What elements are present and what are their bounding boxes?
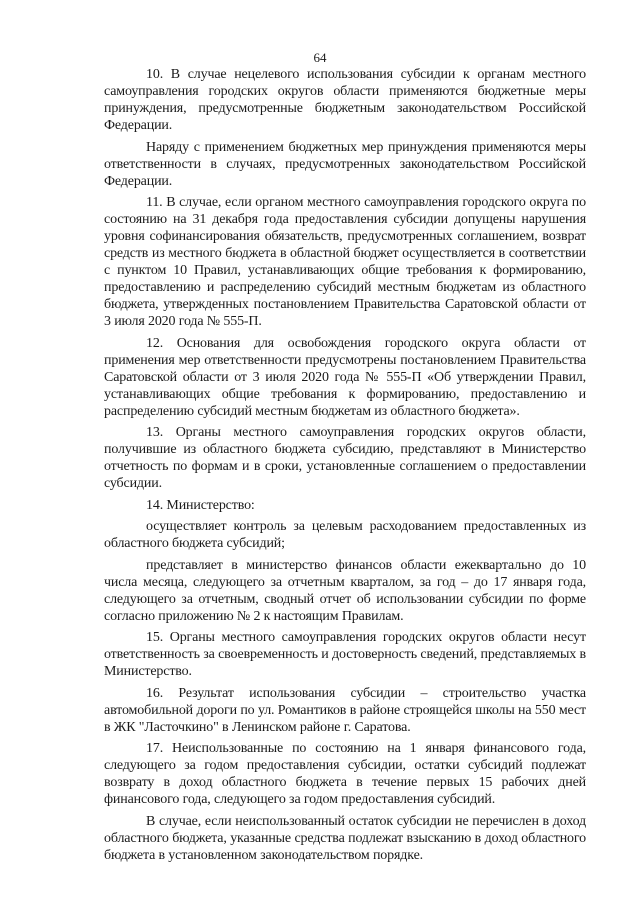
paragraph-10-continued: Наряду с применением бюджетных мер принуждения применяются меры ответственности в случаях, предусмотренных законодательством Российской Федерации. [104,139,586,189]
paragraph-16: 16. Результат использования субсидии – строительство участка автомобильной дороги по ул. Романтиков в районе строящейся школы на 550 мест в ЖК "Ласточкино" в Ленинском районе г. Саратова. [104,685,586,735]
paragraph-13: 13. Органы местного самоуправления городских округов области, получившие из областного бюджета субсидию, представляют в Министерство отчетность по формам и в сроки, установленные соглашением о предоставлении субсидии. [104,425,586,491]
paragraph-14-item-report: представляет в министерство финансов области ежеквартально до 10 числа месяца, следующего за отчетным кварталом, за год – до 17 января года, следующего за отчетным, сводный отчет об использовании субсидии по форме согласно приложению № 2 к настоящим Правилам. [104,557,586,624]
paragraph-14: 14. Министерство: [146,497,255,513]
document-body [104,66,586,868]
paragraph-14-item-control: осуществляет контроль за целевым расходованием предоставленных из областного бюджета субсидий; [104,519,586,551]
paragraph-11: 11. В случае, если органом местного самоуправления городского округа по состоянию на 31 декабря года предоставления субсидии допущены нарушения уровня софинансирования обязательств, предусмотренных соглашением, возврат средств из местного бюджета в областной бюджет осуществляется в соответствии с пунктом 10 Правил, устанавливающих общие требования к формированию, предоставлению и распределению субсидий местным бюджетам из областного бюджета, утвержденных постановлением Правительства Саратовской области от 3 июля 2020 года № 555-П. [104,195,586,329]
paragraph-12: 12. Основания для освобождения городского округа области от применения мер ответственности предусмотрены постановлением Правительства Саратовской области от 3 июля 2020 года № 555-П «Об утверждении Правил, устанавливающих общие требования к формированию, предоставлению и распределению субсидий местным бюджетам из областного бюджета». [104,335,586,419]
page-number: 64 [313,50,327,65]
paragraph-15: 15. Органы местного самоуправления городских округов области несут ответственность за своевременность и достоверность сведений, представляемых в Министерство. [104,630,586,679]
paragraph-17: 17. Неиспользованные по состоянию на 1 января финансового года, следующего за годом предоставления субсидии, остатки субсидий подлежат возврату в доход областного бюджета в течение первых 15 рабочих дней финансового года, следующего за годом предоставления субсидий. [104,741,586,807]
paragraph-17-continued: В случае, если неиспользованный остаток субсидии не перечислен в доход областного бюджета, указанные средства подлежат взысканию в доход областного бюджета в установленном законодательством порядке. [104,813,586,863]
paragraph-10: 10. В случае нецелевого использования субсидии к органам местного самоуправления городских округов области применяются бюджетные меры принуждения, предусмотренные бюджетным законодательством Российской Федерации. [104,67,586,133]
